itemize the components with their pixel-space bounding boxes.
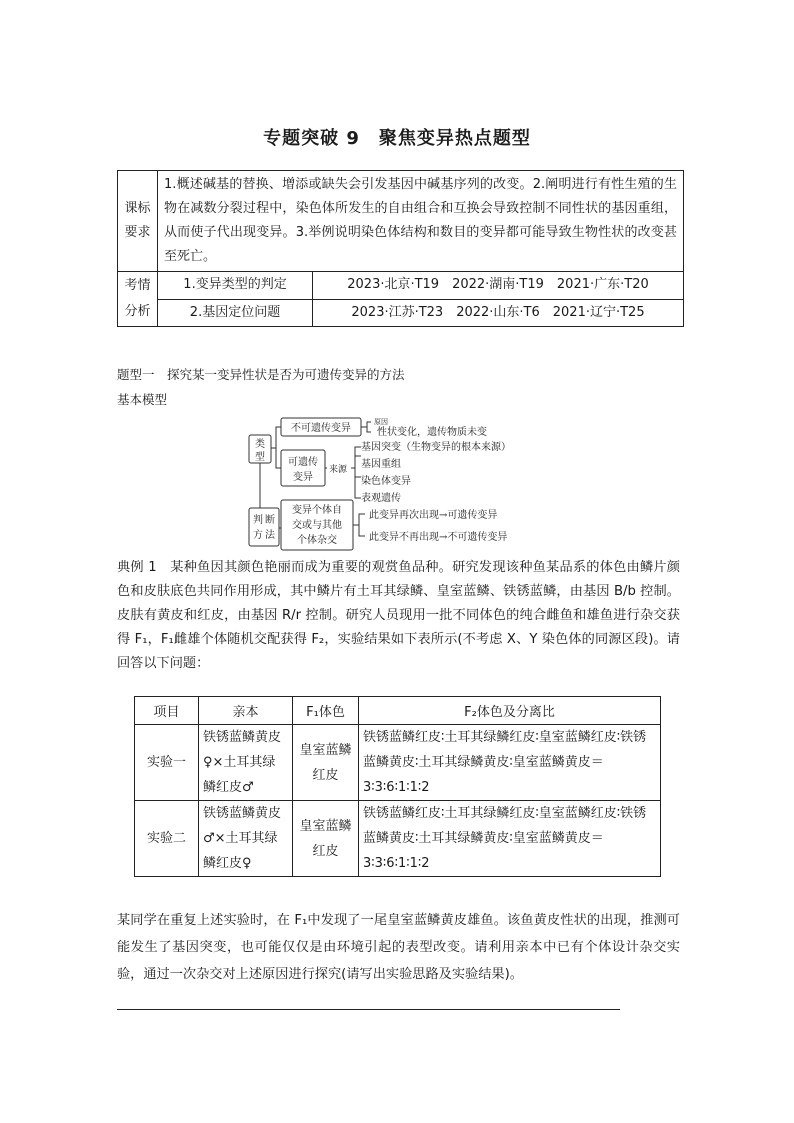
page-title: 专题突破 9 聚焦变异热点题型: [263, 128, 531, 149]
table-cell-item: 实验二: [135, 801, 199, 877]
table-cell-parents: 铁锈蓝鳞黄皮♀×土耳其绿鳞红皮♂: [199, 725, 293, 801]
table-cell-f1: 皇室蓝鳞红皮: [293, 725, 359, 801]
table-header: 项目: [135, 697, 199, 725]
table-header: 亲本: [199, 697, 293, 725]
standards-content: 1.概述碱基的替换、增添或缺失会引发基因中碱基序列的改变。2.阐明进行有性生殖的生物在减数分裂过程中，染色体所发生的自由组合和互换会导致控制不同性状的基因重组，从而使子代出现变异。3.举例说明染色体结构和数目的变异都可能导致生物性状的改变甚至死亡。: [158, 171, 684, 272]
section-subheading: 基本模型: [117, 392, 168, 407]
diagram-outcome: 此变异再次出现→可遗传变异: [369, 510, 498, 521]
diagram-cross: 交或与其他: [292, 520, 342, 531]
table-header: F₁体色: [293, 697, 359, 725]
standards-label: 课标 要求: [118, 171, 158, 272]
table-cell-f1: 皇室蓝鳞红皮: [293, 801, 359, 877]
exam-refs: 2023·北京·T19 2022·湖南·T19 2021·广东·T20: [313, 272, 684, 300]
table-header-row: [135, 697, 661, 725]
diagram-heritable: 变异: [293, 472, 313, 483]
diagram-heritable: 可遗传: [288, 457, 318, 468]
exam-row: [118, 299, 684, 327]
diagram-cross: 变异个体自: [292, 505, 342, 516]
standards-row: [118, 171, 684, 272]
diagram-method-char: 判: [253, 515, 263, 526]
diagram-reason-label: 原因: [374, 418, 388, 426]
diagram-source: 染色体变异: [361, 476, 411, 487]
standards-table: [117, 170, 684, 327]
diagram-method-char: 断: [265, 515, 275, 526]
diagram-method-char: 方: [253, 530, 263, 541]
table-header: F₂体色及分离比: [359, 697, 661, 725]
basic-model-diagram: [243, 410, 573, 555]
table-row: [135, 725, 661, 801]
diagram-source: 基因重组: [361, 459, 401, 470]
exam-label: 考情 分析: [118, 272, 158, 327]
example-intro: 典例 1 某种鱼因其颜色艳丽而成为重要的观赏鱼品种。研究发现该种鱼某品系的体色由鳞片颜色和皮肤底色共同作用形成，其中鳞片有土耳其绿鳞、皇室蓝鳞、铁锈蓝鳞，由基因 B/b 控制。皮肤有黄皮和红皮，由基因 R/r 控制。研究人员现用一批不同体色的纯合雌鱼和雄鱼进行杂交获得 F₁，F₁雌雄个体随机交配获得 F₂，实验结果如下表所示(不考虑 X、Y 染色体的同源区段)。请回答以下问题：: [117, 560, 680, 671]
table-cell-f2: 铁锈蓝鳞红皮∶土耳其绿鳞红皮∶皇室蓝鳞红皮∶铁锈蓝鳞黄皮∶土耳其绿鳞黄皮∶皇室蓝鳞黄皮＝3∶3∶6∶1∶1∶2: [359, 801, 661, 877]
example-question: 某同学在重复上述实验时，在 F₁中发现了一尾皇室蓝鳞黄皮雄鱼。该鱼黄皮性状的出现，推测可能发生了基因突变，也可能仅仅是由环境引起的表型改变。请利用亲本中已有个体设计杂交实验，通过一次杂交对上述原因进行探究(请写出实验思路及实验结果)。: [117, 913, 680, 982]
exam-topic: 2.基因定位问题: [158, 299, 313, 327]
exam-row: [118, 272, 684, 300]
diagram-type-char: 型: [255, 452, 265, 463]
table-row: [135, 801, 661, 877]
diagram-cross: 个体杂交: [297, 535, 337, 546]
table-cell-parents: 铁锈蓝鳞黄皮♂×土耳其绿鳞红皮♀: [199, 801, 293, 877]
section-heading: 题型一 探究某一变异性状是否为可遗传变异的方法: [117, 367, 405, 382]
exam-refs: 2023·江苏·T23 2022·山东·T6 2021·辽宁·T25: [313, 299, 684, 327]
diagram-method-char: 法: [265, 530, 275, 541]
answer-line: [117, 1009, 620, 1010]
experiment-table: [134, 696, 661, 877]
diagram-source-label: 来源: [329, 465, 348, 475]
diagram-non-heritable: 不可遗传变异: [291, 423, 351, 434]
table-cell-f2: 铁锈蓝鳞红皮∶土耳其绿鳞红皮∶皇室蓝鳞红皮∶铁锈蓝鳞黄皮∶土耳其绿鳞黄皮∶皇室蓝鳞黄皮＝3∶3∶6∶1∶1∶2: [359, 725, 661, 801]
table-cell-item: 实验一: [135, 725, 199, 801]
diagram-reason-text: 性状变化，遗传物质未变: [377, 427, 487, 438]
diagram-type-char: 类: [255, 439, 265, 450]
diagram-source: 表观遗传: [361, 493, 401, 504]
diagram-outcome: 此变异不再出现→不可遗传变异: [369, 532, 508, 543]
exam-topic: 1.变异类型的判定: [158, 272, 313, 300]
diagram-source: 基因突变（生物变异的根本来源）: [361, 442, 511, 453]
